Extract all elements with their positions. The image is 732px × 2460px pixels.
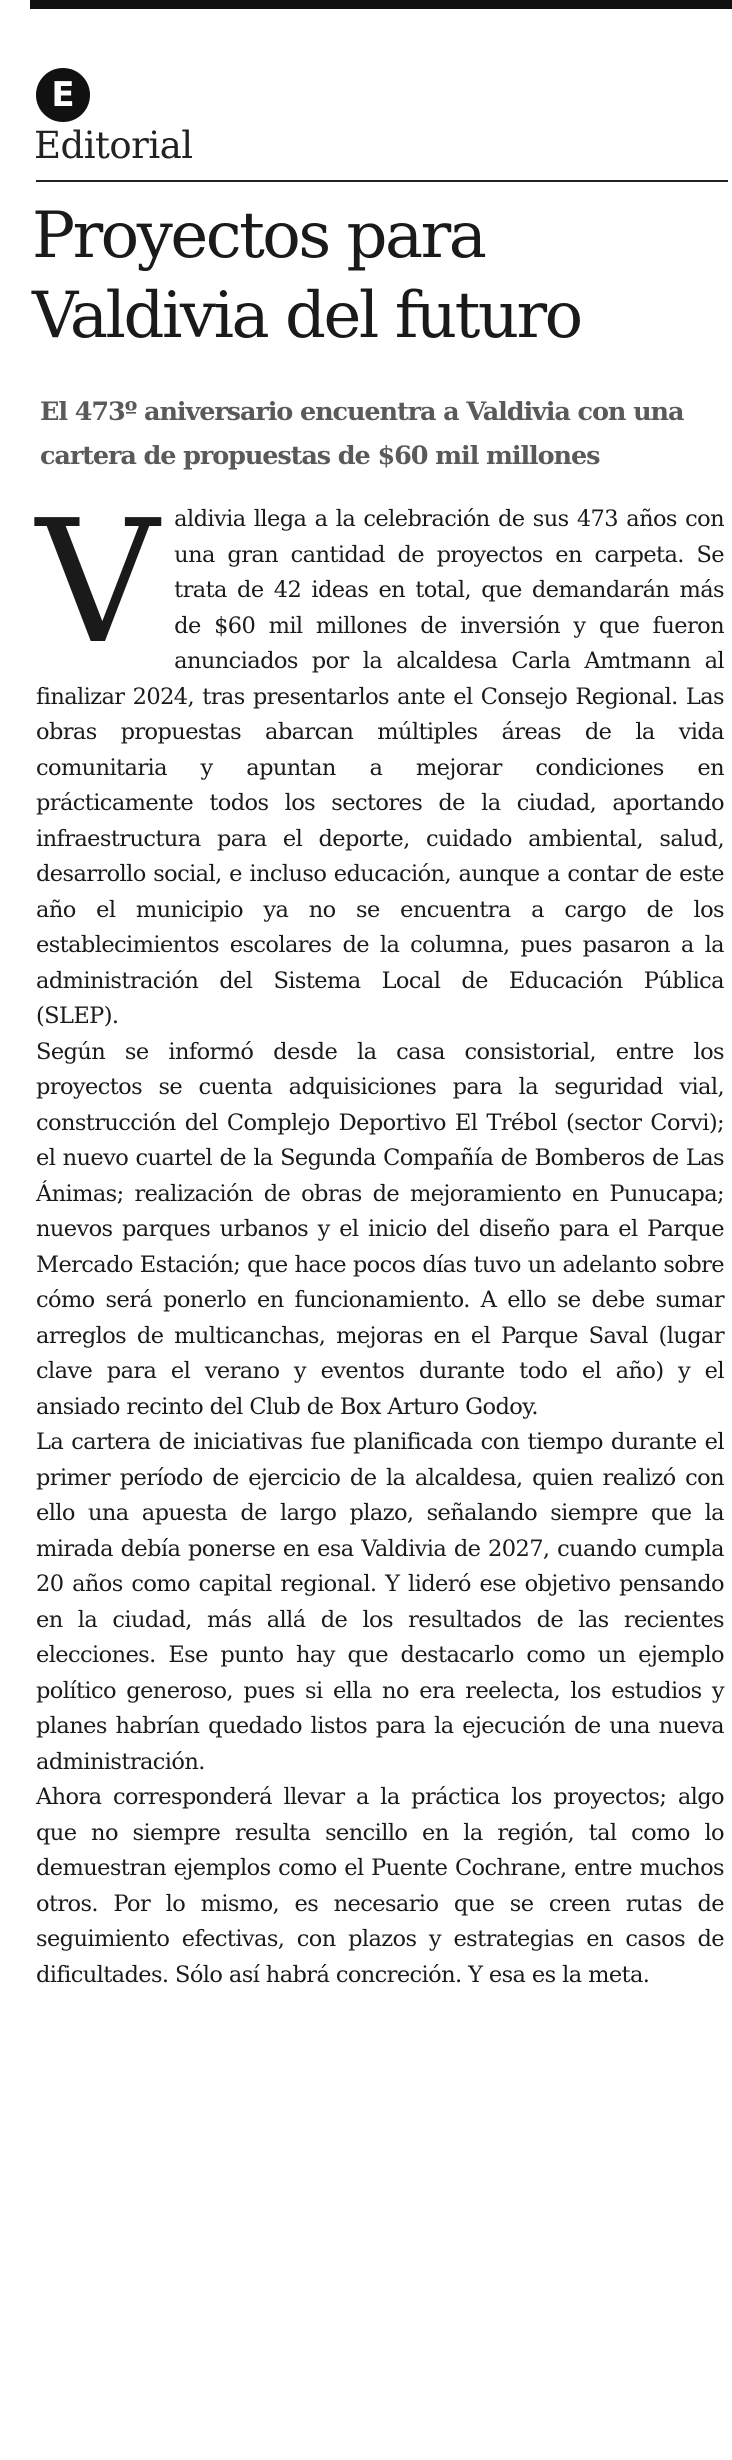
drop-cap: V — [36, 484, 159, 682]
article-body — [36, 484, 724, 1993]
body-paragraph-1-text: aldivia llega a la celebración de sus 473 años con una gran cantidad de proyectos en carpeta. Se trata de 42 ideas en total, que demandarán más de $60 mil millones de inversión y que fueron anunciados por la alcaldesa Carla Amtmann al finalizar 2024, tras presentarlos ante el Consejo Regional. Las obras propuestas abarcan múltiples áreas de la vida comunitaria y apuntan a mejorar condiciones en prácticamente todos los sectores de la ciudad, aportando infraestructura para el deporte, cuidado ambiental, salud, desarrollo social, e incluso educación, aunque a contar de este año el municipio ya no se encuentra a cargo de los establecimientos escolares de la columna, pues pasaron a la administración del Sistema Local de Educación Pública (SLEP). — [36, 506, 724, 1029]
top-rule — [30, 0, 732, 9]
body-paragraph-2: Según se informó desde la casa consistorial, entre los proyectos se cuenta adquisiciones para la seguridad vial, construcción del Complejo Deportivo El Trébol (sector Corvi); el nuevo cuartel de la Segunda Compañía de Bomberos de Las Ánimas; realización de obras de mejoramiento en Punucapa; nuevos parques urbanos y el inicio del diseño para el Parque Mercado Estación; que hace pocos días tuvo un adelanto sobre cómo será ponerlo en funcionamiento. A ello se debe sumar arreglos de multicanchas, mejoras en el Parque Saval (lugar clave para el verano y eventos durante todo el año) y el ansiado recinto del Club de Box Arturo Godoy. — [36, 1038, 724, 1420]
body-paragraph-3: La cartera de iniciativas fue planificada con tiempo durante el primer período de ejercicio de la alcaldesa, quien realizó con ello una apuesta de largo plazo, señalando siempre que la mirada debía ponerse en esa Valdivia de 2027, cuando cumpla 20 años como capital regional. Y lideró ese objetivo pensando en la ciudad, más allá de los resultados de las recientes elecciones. Ese punto hay que destacarlo como un ejemplo político generoso, pues si ella no era reelecta, los estudios y planes habrían quedado listos para la ejecución de una nueva administración. — [36, 1429, 724, 1775]
body-paragraph-4: Ahora corresponderá llevar a la práctica los proyectos; algo que no siempre resulta sencillo en la región, tal como lo demuestran ejemplos como el Puente Cochrane, entre muchos otros. Por lo mismo, es necesario que se creen rutas de seguimiento efectivas, con plazos y estrategias en casos de dificultades. Sólo así habrá concreción. Y esa es la meta. — [36, 1784, 724, 1988]
section-divider — [36, 180, 728, 182]
section-label: Editorial — [34, 124, 193, 167]
section-badge: E — [36, 68, 90, 122]
headline: Proyectos para Valdivia del futuro — [32, 199, 581, 353]
body-paragraph-1 — [36, 484, 724, 1035]
subheadline: El 473º aniversario encuentra a Valdivia con una cartera de propuestas de $60 mil millones — [40, 397, 684, 471]
